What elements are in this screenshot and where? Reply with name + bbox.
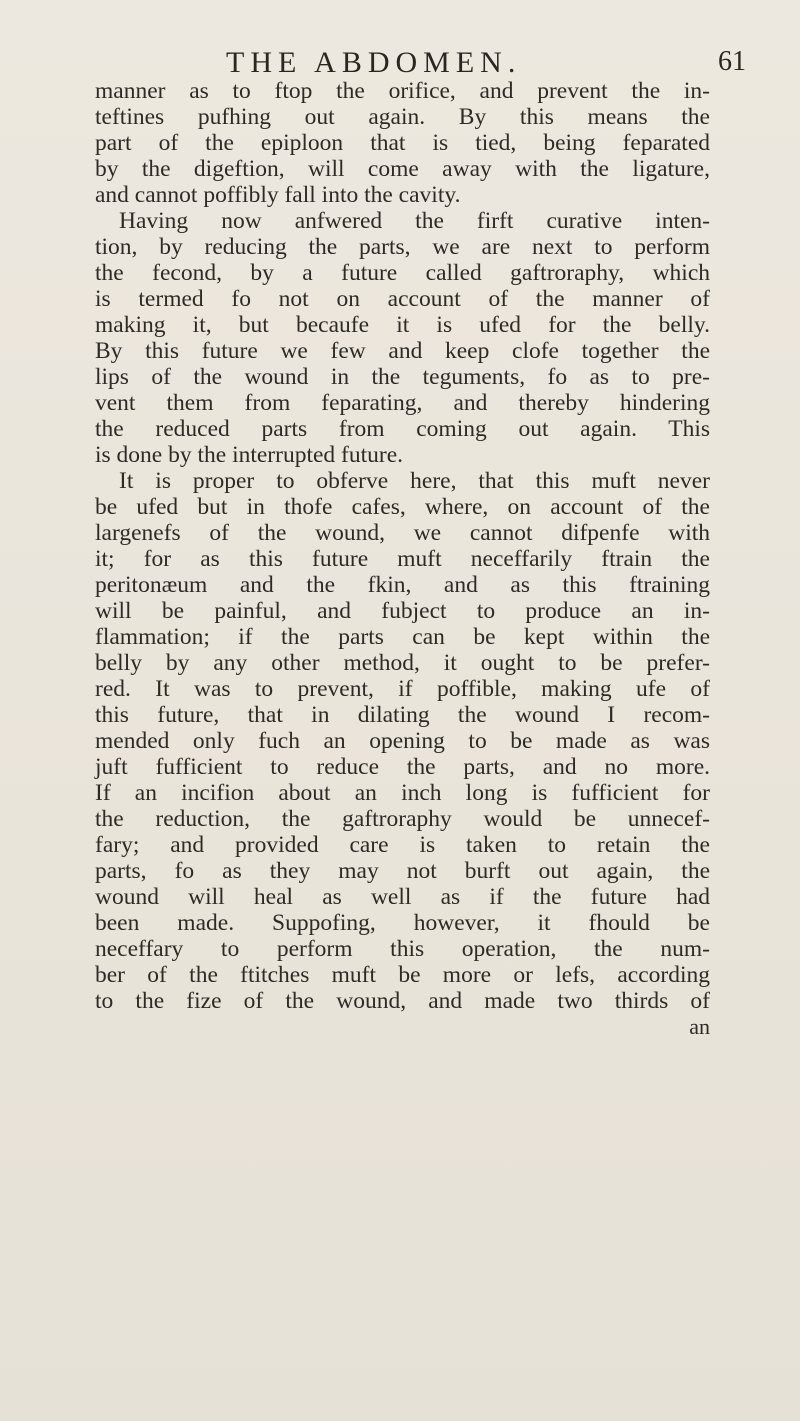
page-header-title: THE ABDOMEN. [226,46,522,79]
text-line: the reduction, the gaftroraphy would be unnecef- [95,806,710,832]
text-line: to the fize of the wound, and made two thirds of [95,988,710,1014]
catchword: an [689,1014,710,1039]
page-number: 61 [718,46,746,77]
text-line: lips of the wound in the teguments, fo as to pre- [95,364,710,390]
text-line: wound will heal as well as if the future had [95,884,710,910]
text-line: By this future we few and keep clofe together the [95,338,710,364]
text-line: It is proper to obferve here, that this muft never [119,468,710,494]
body-text [95,78,710,1040]
text-line: flammation; if the parts can be kept within the [95,624,710,650]
text-line: neceffary to perform this operation, the num- [95,936,710,962]
text-line: Having now anfwered the firft curative inten- [119,208,710,234]
text-line: is done by the interrupted future. [95,442,404,468]
text-line: this future, that in dilating the wound I recom- [95,702,710,728]
text-line: red. It was to prevent, if poffible, making ufe of [95,676,710,702]
text-line: fary; and provided care is taken to retain the [95,832,710,858]
text-line: teftines pufhing out again. By this means the [95,104,710,130]
text-line: mended only fuch an opening to be made as was [95,728,710,754]
text-line: will be painful, and fubject to produce an in- [95,598,710,624]
text-line: parts, fo as they may not burft out again, the [95,858,710,884]
text-line: making it, but becaufe it is ufed for the belly. [95,312,710,338]
text-line: and cannot poffibly fall into the cavity. [95,182,461,208]
text-line: by the digeftion, will come away with the ligature, [95,156,710,182]
text-line: If an incifion about an inch long is fufficient for [95,780,710,806]
text-line: be ufed but in thofe cafes, where, on account of the [95,494,710,520]
text-line: largenefs of the wound, we cannot difpenfe with [95,520,710,546]
text-line: belly by any other method, it ought to be prefer- [95,650,710,676]
text-line: been made. Suppofing, however, it fhould be [95,910,710,936]
text-line: it; for as this future muft neceffarily ftrain the [95,546,710,572]
text-line: juft fufficient to reduce the parts, and no more. [95,754,710,780]
text-line: manner as to ftop the orifice, and prevent the in- [95,78,710,104]
text-line: the reduced parts from coming out again. This [95,416,710,442]
text-line: peritonæum and the fkin, and as this ftraining [95,572,710,598]
text-line: part of the epiploon that is tied, being feparated [95,130,710,156]
text-line: tion, by reducing the parts, we are next to perform [95,234,710,260]
text-line: vent them from feparating, and thereby hindering [95,390,710,416]
text-line: ber of the ftitches muft be more or lefs, according [95,962,710,988]
text-line: the fecond, by a future called gaftroraphy, which [95,260,710,286]
text-line: is termed fo not on account of the manner of [95,286,710,312]
